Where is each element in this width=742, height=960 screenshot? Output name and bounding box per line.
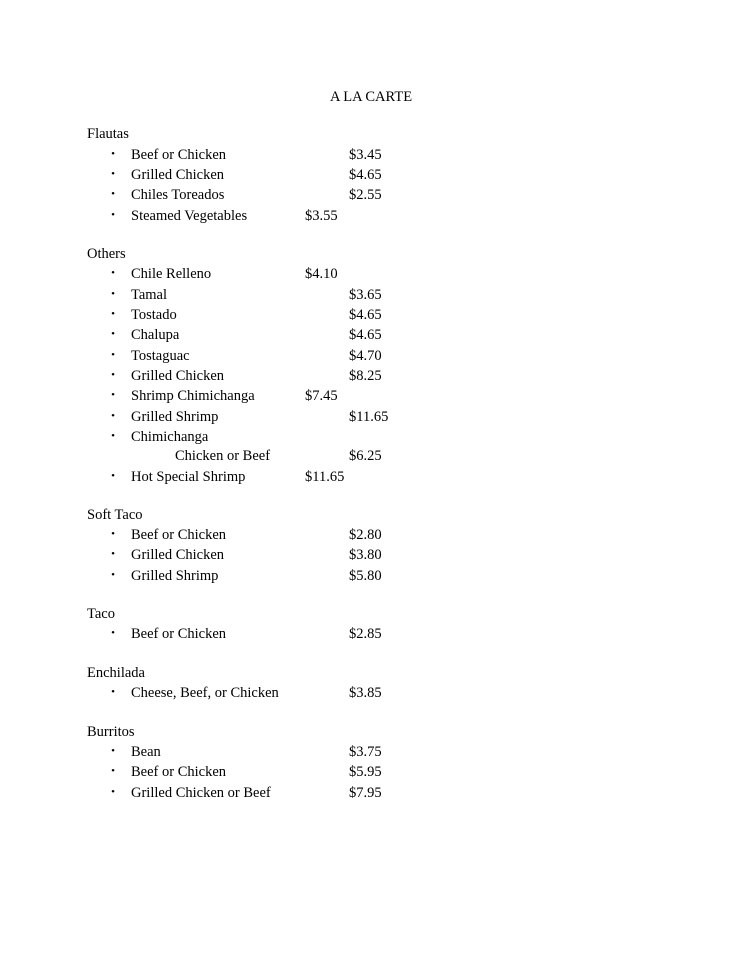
section-heading-taco: Taco <box>87 606 115 622</box>
menu-item-price: $3.55 <box>305 208 338 224</box>
menu-item-name: Bean <box>131 744 161 760</box>
menu-item-name: Chimichanga <box>131 429 209 445</box>
menu-item-name: Beef or Chicken <box>131 626 227 642</box>
section-heading-flautas: Flautas <box>87 126 129 142</box>
menu-item-price: $4.70 <box>349 348 382 364</box>
bullet-icon: • <box>111 209 115 221</box>
menu-item-price: $11.65 <box>349 409 389 425</box>
page-title: A LA CARTE <box>329 89 413 105</box>
bullet-icon: • <box>111 410 115 422</box>
menu-item-price: $3.80 <box>349 547 382 563</box>
bullet-icon: • <box>111 745 115 757</box>
menu-item-price: $3.45 <box>349 147 382 163</box>
menu-item-price: $2.80 <box>349 527 382 543</box>
menu-item-price: $5.80 <box>349 568 382 584</box>
menu-item-price: $7.95 <box>349 785 382 801</box>
bullet-icon: • <box>111 148 115 160</box>
menu-item-name: Grilled Chicken <box>131 547 225 563</box>
bullet-icon: • <box>111 288 115 300</box>
section-heading-burritos: Burritos <box>87 724 135 740</box>
menu-item-name: Tostaguac <box>131 348 190 364</box>
menu-item-name: Chile Relleno <box>131 266 212 282</box>
menu-item-price: $3.65 <box>349 287 382 303</box>
menu-item-price: $11.65 <box>305 469 345 485</box>
menu-item-name: Hot Special Shrimp <box>131 469 246 485</box>
menu-item-name: Grilled Chicken or Beef <box>131 785 271 801</box>
bullet-icon: • <box>111 188 115 200</box>
bullet-icon: • <box>111 686 115 698</box>
menu-item-name: Shrimp Chimichanga <box>131 388 255 404</box>
bullet-icon: • <box>111 328 115 340</box>
menu-item-name: Grilled Shrimp <box>131 409 219 425</box>
menu-item-price: $5.95 <box>349 764 382 780</box>
section-heading-enchilada: Enchilada <box>87 665 145 681</box>
menu-item-name: Beef or Chicken <box>131 527 227 543</box>
menu-item-name: Chalupa <box>131 327 180 343</box>
menu-item-name: Grilled Shrimp <box>131 568 219 584</box>
bullet-icon: • <box>111 765 115 777</box>
bullet-icon: • <box>111 569 115 581</box>
menu-item-price: $3.75 <box>349 744 382 760</box>
menu-item-name: Chiles Toreados <box>131 187 225 203</box>
menu-item-price: $3.85 <box>349 685 382 701</box>
bullet-icon: • <box>111 786 115 798</box>
bullet-icon: • <box>111 308 115 320</box>
menu-item-name: Cheese, Beef, or Chicken <box>131 685 279 701</box>
bullet-icon: • <box>111 369 115 381</box>
menu-item-price: $4.65 <box>349 327 382 343</box>
bullet-icon: • <box>111 470 115 482</box>
menu-item-name: Grilled Chicken <box>131 167 225 183</box>
bullet-icon: • <box>111 349 115 361</box>
menu-item-price: $6.25 <box>349 448 382 464</box>
menu-item-price: $7.45 <box>305 388 338 404</box>
menu-item-name: Tamal <box>131 287 168 303</box>
section-heading-others: Others <box>87 246 126 262</box>
menu-item-price: $4.65 <box>349 307 382 323</box>
menu-item-name: Beef or Chicken <box>131 147 227 163</box>
bullet-icon: • <box>111 267 115 279</box>
bullet-icon: • <box>111 389 115 401</box>
bullet-icon: • <box>111 528 115 540</box>
menu-item-name: Tostado <box>131 307 177 323</box>
menu-item-sub-name: Chicken or Beef <box>175 448 271 464</box>
menu-item-price: $2.85 <box>349 626 382 642</box>
menu-item-price: $4.10 <box>305 266 338 282</box>
menu-item-name: Grilled Chicken <box>131 368 225 384</box>
bullet-icon: • <box>111 548 115 560</box>
menu-item-price: $2.55 <box>349 187 382 203</box>
bullet-icon: • <box>111 168 115 180</box>
menu-item-name: Beef or Chicken <box>131 764 227 780</box>
menu-item-name: Steamed Vegetables <box>131 208 248 224</box>
bullet-icon: • <box>111 627 115 639</box>
menu-item-price: $4.65 <box>349 167 382 183</box>
section-heading-soft-taco: Soft Taco <box>87 507 143 523</box>
menu-item-price: $8.25 <box>349 368 382 384</box>
bullet-icon: • <box>111 430 115 442</box>
